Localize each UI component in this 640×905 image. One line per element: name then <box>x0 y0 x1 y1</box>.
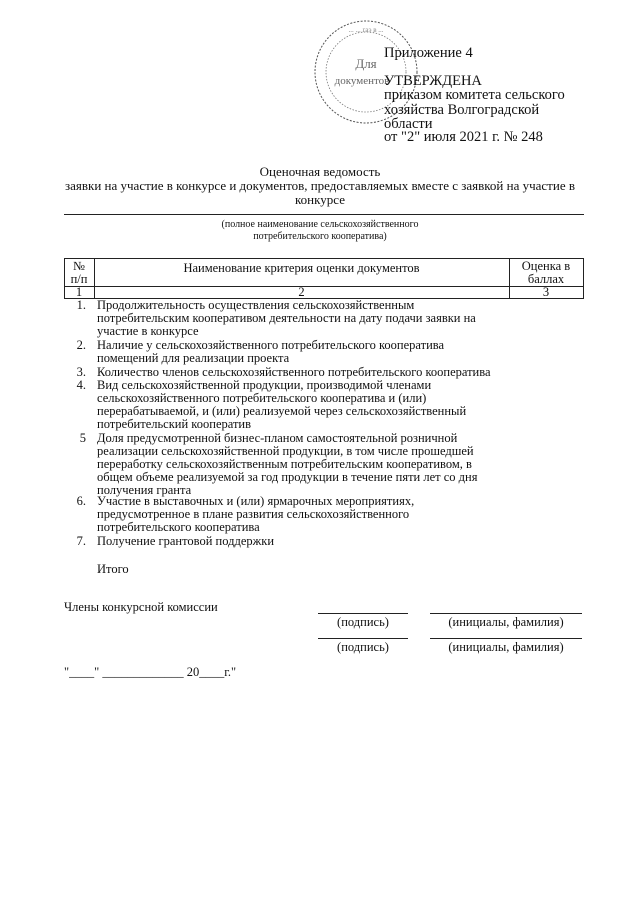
header-score-1: Оценка в <box>521 259 571 273</box>
row-num-6: 6. <box>76 494 86 508</box>
stamp-ring-text: ... ... гаэ в ... <box>348 26 384 34</box>
order-line-3: области <box>384 116 433 132</box>
stamp-line1: Для <box>355 56 377 71</box>
total-label: Итого <box>97 562 129 576</box>
org-hint-2: потребительского кооператива) <box>253 231 387 242</box>
signature-line-2 <box>318 638 408 639</box>
signature-hint-2: (подпись) <box>337 640 389 654</box>
order-line-4: от "2" июля 2021 г. № 248 <box>384 129 543 145</box>
header-num-2: п/п <box>70 272 88 286</box>
row-num-3: 3. <box>76 365 86 379</box>
document-subtitle-2: конкурсе <box>295 192 345 207</box>
col-number-1: 1 <box>75 285 83 299</box>
appendix-label: Приложение 4 <box>384 45 473 61</box>
order-line-2: хозяйства Волгоградской <box>384 102 540 118</box>
org-hint-1: (полное наименование сельскохозяйственного <box>221 219 419 230</box>
order-line-1: приказом комитета сельского <box>384 87 565 103</box>
commission-label: Члены конкурсной комиссии <box>64 600 218 614</box>
document-title: Оценочная ведомость <box>259 164 381 179</box>
approved-label: УТВЕРЖДЕНА <box>384 73 482 89</box>
table-row: Наличие у сельскохозяйственного потребительского кооператива помещений для реализации проекта <box>97 338 445 365</box>
signature-line-1 <box>318 613 408 614</box>
signature-hint-1: (подпись) <box>337 615 389 629</box>
col-number-3: 3 <box>542 285 550 299</box>
name-line-1 <box>430 613 582 614</box>
stamp-line2: документов <box>334 75 390 87</box>
row-num-7: 7. <box>76 534 86 548</box>
header-num-1: № <box>73 259 85 273</box>
table-row: Участие в выставочных и (или) ярмарочных мероприятиях, предусмотренное в плане развития сельскохозяйственного потребительского кооператива <box>97 494 415 534</box>
table-row: Доля предусмотренной бизнес-планом самостоятельной розничной реализации сельскохозяйственной продукции, в том числе прошедшей переработку сельскохозяйственным потребительским кооперативом, в общем объеме реализуемой за год продукции в течение пяти лет со дня получения гранта <box>97 431 478 497</box>
table-row: Количество членов сельскохозяйственного потребительского кооператива <box>97 365 491 379</box>
row-num-1: 1. <box>76 298 86 312</box>
name-line-2 <box>430 638 582 639</box>
document-subtitle-1: заявки на участие в конкурсе и документов, предоставляемых вместе с заявкой на участие в <box>65 178 575 193</box>
table-row: Продолжительность осуществления сельскохозяйственным потребительским кооперативом деятельности на дату подачи заявки на участие в конкурсе <box>97 298 476 338</box>
org-name-line <box>64 214 584 215</box>
date-line: "____" _____________ 20____г." <box>64 665 237 679</box>
row-num-4: 4. <box>76 378 86 392</box>
table-row: Получение грантовой поддержки <box>97 534 275 548</box>
header-criteria: Наименование критерия оценки документов <box>183 261 420 275</box>
table-row: Вид сельскохозяйственной продукции, производимой членами сельскохозяйственного потребительского кооператива и (или) перерабатываемой, и (или) реализуемой через сельскохозяйственный потребительский кооператив <box>97 378 467 431</box>
header-score-2: баллах <box>527 272 565 286</box>
row-num-2: 2. <box>76 338 86 352</box>
name-hint-2: (инициалы, фамилия) <box>448 640 564 654</box>
row-num-5: 5 <box>79 431 86 445</box>
col-number-2: 2 <box>298 285 305 299</box>
name-hint-1: (инициалы, фамилия) <box>448 615 564 629</box>
